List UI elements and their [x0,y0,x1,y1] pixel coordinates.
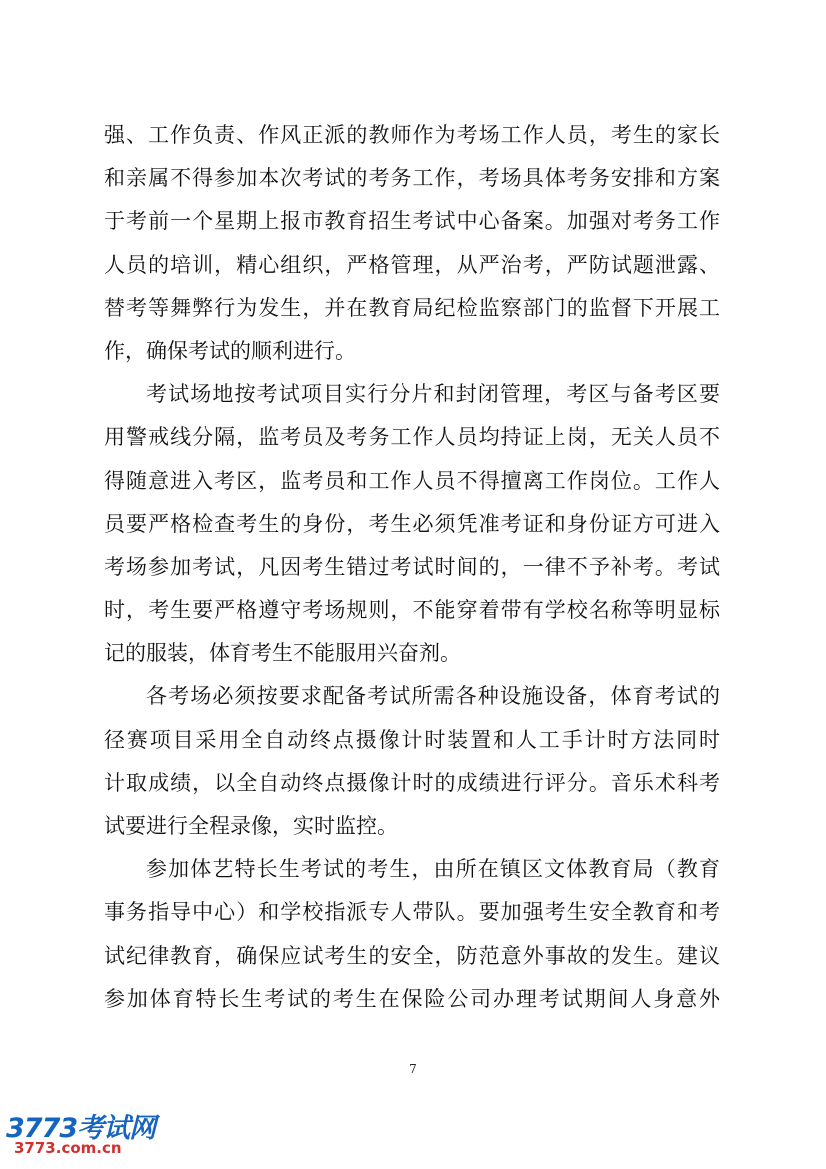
text-line: 试纪律教育，确保应试考生的安全，防范意外事故的发生。建议 [104,943,720,968]
body-text [104,114,720,1021]
text-line: 各考场必须按要求配备考试所需各种设施设备，体育考试的 [146,684,720,709]
page-number: 7 [409,1062,417,1076]
text-line: 参加体育特长生考试的考生在保险公司办理考试期间人身意外 [104,986,720,1011]
text-line: 员要严格检查考生的身份，考生必须凭准考证和身份证方可进入 [104,511,720,536]
text-line: 和亲属不得参加本次考试的考务工作，考场具体考务安排和方案 [104,166,720,191]
logo-url-text: 3773.com.cn [14,1139,122,1157]
text-line: 径赛项目采用全自动终点摄像计时装置和人工手计时方法同时 [104,727,720,752]
text-line: 得随意进入考区，监考员和工作人员不得擅离工作岗位。工作人 [104,468,720,493]
site-logo [6,1106,176,1164]
paragraph [104,675,720,848]
text-line: 考场参加考试，凡因考生错过考试时间的，一律不予补考。考试 [104,554,720,579]
text-line: 参加体艺特长生考试的考生，由所在镇区文体教育局（教育 [146,857,720,882]
text-line: 强、工作负责、作风正派的教师作为考场工作人员，考生的家长 [104,123,720,147]
text-line: 用警戒线分隔，监考员及考务工作人员均持证上岗，无关人员不 [104,425,720,450]
paragraph [104,848,720,1021]
text-line: 试要进行全程录像，实时监控。 [104,814,398,838]
text-line: 于考前一个星期上报市教育招生考试中心备案。加强对考务工作 [104,209,720,234]
text-line: 时，考生要严格遵守考场规则，不能穿着带有学校名称等明显标 [104,598,720,623]
logo-main-text: 3773考试网 [6,1113,156,1144]
text-line: 记的服装，体育考生不能服用兴奋剂。 [104,641,461,666]
paragraph [104,114,720,373]
text-line: 考试场地按考试项目实行分片和封闭管理，考区与备考区要 [146,382,720,407]
text-line: 计取成绩，以全自动终点摄像计时的成绩进行评分。音乐术科考 [104,770,720,795]
text-line: 作，确保考试的顺利进行。 [104,338,356,363]
paragraph [104,373,720,675]
text-line: 替考等舞弊行为发生，并在教育局纪检监察部门的监督下开展工 [104,295,720,320]
text-line: 事务指导中心）和学校指派专人带队。要加强考生安全教育和考 [104,900,720,925]
text-line: 人员的培训，精心组织，严格管理，从严治考，严防试题泄露、 [104,252,720,277]
